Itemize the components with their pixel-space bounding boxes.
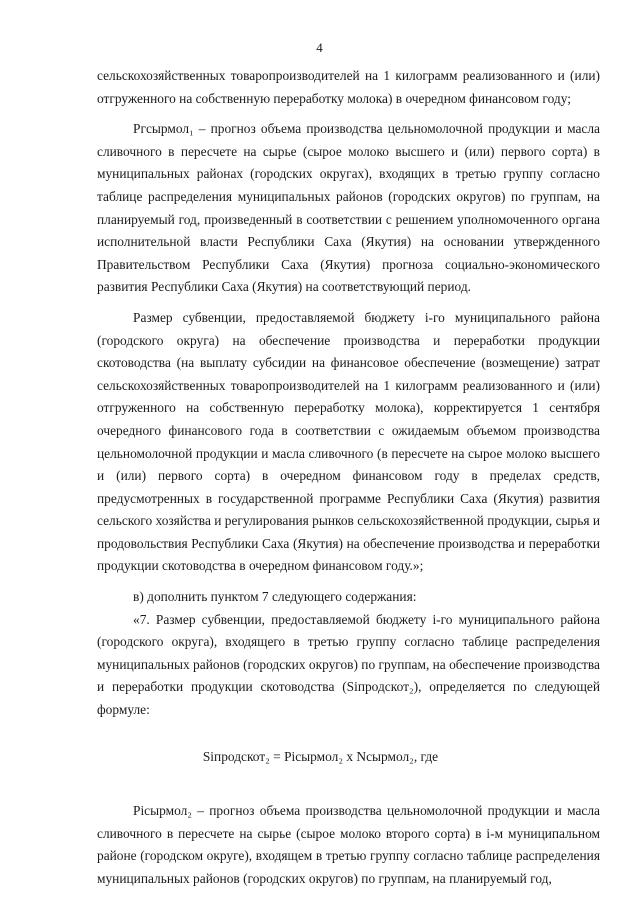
paragraph-continuation: сельскохозяйственных товаропроизводителей на 1 килограмм реализованного и (или) отгруженного на собственную переработку молока) в очередном финансовом году; bbox=[97, 68, 600, 106]
formula: Siпродскот₂ = Piсырмол₂ х Nсырмол₂, где bbox=[202, 748, 439, 764]
paragraph-definition-pisyrmol2: Piсырмол₂ – прогноз объема производства цельномолочной продукции и масла сливочного в пересчете на сырье (сырое молоко второго сорта) в i-м муниципальном районе (городском округе), входящем в третью группу согласно таблице распределения муниципальных районов (городских округов) по группам, на планируемый год, bbox=[97, 803, 600, 886]
paragraph-point-7: «7. Размер субвенции, предоставляемой бюджету i-го муниципального района (городского округа), входящего в третью группу согласно таблице распределения муниципальных районов (городских округов) по группам, на обеспечение производства и переработки продукции скотоводства (Siпродскот₂), определяется по следующей формуле: bbox=[97, 611, 600, 718]
paragraph-amendment-intro: в) дополнить пунктом 7 следующего содержания: bbox=[133, 589, 417, 605]
page-number: 4 bbox=[316, 40, 323, 55]
paragraph-subvention-correction: Размер субвенции, предоставляемой бюджету i-го муниципального района (городского округа) на обеспечение производства и переработки продукции скотоводства (на выплату субсидии на финансовое обеспечение (возмещение) затрат сельскохозяйственных товаропроизводителей на 1 килограмм реализованного и (или) отгруженного на собственную переработку молока), корректируется 1 сентября очередного финансового года в соответствии с ожидаемым объемом производства цельномолочной продукции и масла сливочного (в пересчете на сырое молоко высшего и (или) первого сорта) в очередном финансовом году в пределах средств, предусмотренных в государственной программе Республики Саха (Якутия) развития сельского хозяйства и регулирования рынков сельскохозяйственной продукции, сырья и продовольствия Республики Саха (Якутия) на обеспечение производства и переработки продукции скотоводства в очередном финансовом году.»; bbox=[97, 309, 600, 574]
paragraph-definition-prgsyrmol1: Pгсырмол₁ – прогноз объема производства цельномолочной продукции и масла сливочного в пересчете на сырье (сырое молоко высшего и (или) первого сорта) в муниципальных районах (городских округах), входящих в третью группу согласно таблице распределения муниципальных районов (городских округов) по группам, на планируемый год, произведенный в соответствии с решением уполномоченного органа исполнительной власти Республики Саха (Якутия) на основании утвержденного Правительством Республики Саха (Якутия) прогноза социально-экономического развития Республики Саха (Якутия) на соответствующий период. bbox=[97, 121, 600, 295]
